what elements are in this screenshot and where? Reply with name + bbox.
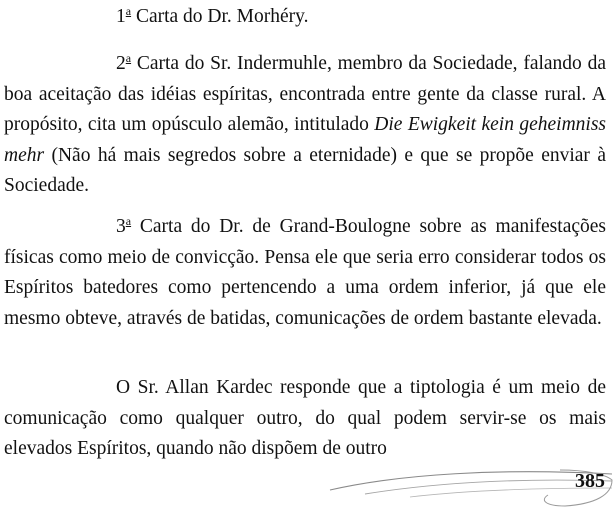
footer-swoosh-ornament: [0, 440, 615, 508]
ordinal-number: 2: [116, 53, 126, 74]
ordinal-superscript: a: [125, 51, 132, 65]
ordinal-superscript: a: [125, 214, 132, 228]
ordinal-superscript: a: [125, 4, 132, 18]
page-number: 385: [575, 470, 605, 492]
paragraph-letter-2: [4, 49, 606, 202]
paragraph-text: O Sr. Allan Kardec responde que a tiptologia é um meio de comunicação como qualquer outro, do qual podem servir-se os mais elevados Espíritos, quando não dispõem de outro: [4, 377, 606, 459]
ordinal-number: 3: [116, 216, 126, 237]
paragraph-text: Carta do Dr. de Grand-Boulogne sobre as manifestações físicas como meio de convicção. Pensa ele que seria erro considerar todos os Espíritos batedores como pertencendo a uma ordem inferior, já que ele mesmo obteve, através de batidas, comunicações de ordem bastante elevada.: [4, 216, 606, 329]
paragraph-letter-3: [4, 212, 606, 334]
book-title-italic: Die Ewigkeit kein geheimniss mehr: [4, 114, 606, 166]
paragraph-text-before: Carta do Sr. Indermuhle, membro da Sociedade, falando da boa aceitação das idéias espíritas, encontrada entre gente da classe rural. A propósito, cita um opúsculo alemão, intitulado: [4, 53, 606, 135]
paragraph-text-after: (Não há mais segredos sobre a eternidade) e que se propõe enviar à Sociedade.: [4, 144, 606, 196]
paragraph-letter-1: [4, 2, 606, 33]
paragraph-text: Carta do Dr. Morhéry.: [131, 6, 309, 27]
ordinal-number: 1: [116, 6, 126, 27]
